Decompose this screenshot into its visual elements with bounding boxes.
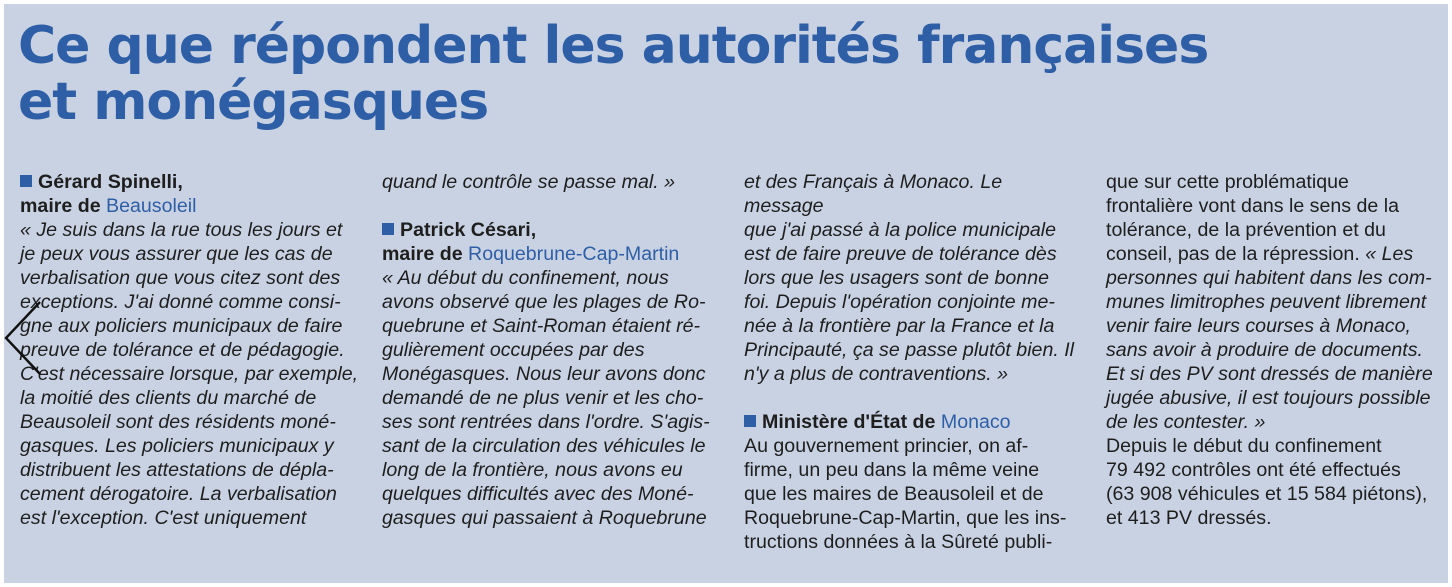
text-line: jugée abusive, il est toujours possible (1106, 387, 1431, 409)
text-line: distribuent les attestations de dépla- (20, 459, 334, 481)
text-line: la moitié des clients du marché de (20, 387, 317, 409)
quote-ministere (1106, 266, 1442, 434)
text-line: long de la frontière, nous avons eu (382, 459, 683, 481)
text-line: cement dérogatoire. La verbalisation (20, 483, 337, 505)
text-line: gasques qui passaient à Roquebrune (382, 507, 707, 529)
text-line: « Je suis dans la rue tous les jours et (20, 219, 343, 241)
text-line: personnes qui habitent dans les com- (1106, 267, 1432, 289)
column-2 (382, 170, 722, 530)
role-spinelli: maire de Beausoleil (20, 195, 197, 217)
column-4 (1106, 170, 1442, 530)
text-line: gasques. Les policiers municipaux y (20, 435, 334, 457)
text-line: Et si des PV sont dressés de manière (1106, 363, 1433, 385)
column-3 (744, 170, 1084, 554)
text-line: que les maires de Beausoleil et de (744, 483, 1044, 505)
text-line: « Au début du confinement, nous (382, 267, 669, 289)
text-line: quand le contrôle se passe mal. » (382, 171, 675, 193)
quote-spinelli-continued (382, 170, 722, 194)
text-line: est l'exception. C'est uniquement (20, 507, 307, 529)
text-line: verbalisation que vous citez sont des (20, 267, 341, 289)
text-line: 79 492 contrôles ont été effectués (1106, 459, 1401, 481)
speaker-ministere: Ministère d'État de Monaco (744, 410, 1084, 434)
text-line: sant de la circulation des véhicules le (382, 435, 706, 457)
headline-line-2: et monégasques (18, 72, 489, 132)
role-cesari: maire de Roquebrune-Cap-Martin (382, 243, 680, 265)
text-line: exceptions. J'ai donné comme consi- (20, 291, 341, 313)
quote-spinelli (20, 218, 360, 530)
text-line: firme, un peu dans la même veine (744, 459, 1040, 481)
text-line: Beausoleil sont des résidents moné- (20, 411, 336, 433)
text-line: née à la frontière par la France et la (744, 315, 1055, 337)
text-line: munes limitrophes peuvent librement (1106, 291, 1427, 313)
text-line: C'est nécessaire lorsque, par exemple, (20, 363, 359, 385)
speaker-spinelli: Gérard Spinelli, (20, 170, 360, 194)
text-line: frontalière vont dans le sens de la (1106, 195, 1399, 217)
article-headline (18, 18, 1438, 130)
text-line: quelques difficultés avec des Moné- (382, 483, 694, 505)
text-line: demandé de ne plus venir et les cho- (382, 387, 704, 409)
quote-ministere-start: « Les (1365, 243, 1414, 265)
text-line: Roquebrune-Cap-Martin, que les ins- (744, 507, 1067, 529)
headline-line-1: Ce que répondent les autorités françaises (18, 16, 1209, 76)
text-line: lors que les usagers sont de bonne (744, 267, 1049, 289)
text-line: avons observé que les plages de Ro- (382, 291, 706, 313)
text-line: gulièrement occupées par des (382, 339, 645, 361)
text-line: preuve de tolérance et de pédagogie. (20, 339, 345, 361)
speaker-cesari: Patrick Césari, (382, 218, 722, 242)
column-1 (20, 170, 360, 530)
quote-cesari-continued (744, 170, 1084, 386)
stats-ministere (1106, 434, 1442, 530)
text-line: que sur cette problématique (1106, 171, 1349, 193)
scan-mark-icon (4, 300, 44, 390)
text-line: sans avoir à produire de documents. (1106, 339, 1423, 361)
text-line: (63 908 véhicules et 15 584 piétons), (1106, 483, 1428, 505)
text-line: Au gouvernement princier, on af- (744, 435, 1029, 457)
text-line: Monégasques. Nous leur avons donc (382, 363, 706, 385)
bullet-square-icon (382, 223, 394, 235)
text-line: Depuis le début du confinement (1106, 435, 1382, 457)
text-line: ses sont rentrées dans l'ordre. S'agis- (382, 411, 710, 433)
text-line: de les contester. » (1106, 411, 1266, 433)
article-panel (4, 4, 1448, 583)
quote-cesari (382, 266, 722, 530)
text-line: quebrune et Saint-Roman étaient ré- (382, 315, 701, 337)
body-ministere-continued (1106, 170, 1442, 266)
bullet-square-icon (744, 415, 756, 427)
text-line: et des Français à Monaco. Le message (744, 171, 1003, 217)
text-line: venir faire leurs courses à Monaco, (1106, 315, 1411, 337)
text-line: Principauté, ça se passe plutôt bien. Il (744, 339, 1075, 361)
text-line: tructions données à la Sûreté publi- (744, 531, 1053, 553)
text-line: gne aux policiers municipaux de faire (20, 315, 343, 337)
text-line: et 413 PV dressés. (1106, 507, 1272, 529)
text-line: tolérance, de la prévention et du (1106, 219, 1386, 241)
text-line: foi. Depuis l'opération conjointe me- (744, 291, 1055, 313)
text-line: n'y a plus de contraventions. » (744, 363, 1009, 385)
text-line: est de faire preuve de tolérance dès (744, 243, 1057, 265)
bullet-square-icon (20, 175, 32, 187)
text-line: conseil, pas de la répression. « Les (1106, 243, 1414, 265)
text-line: que j'ai passé à la police municipale (744, 219, 1056, 241)
text-line: je peux vous assurer que les cas de (20, 243, 333, 265)
body-ministere (744, 434, 1084, 554)
